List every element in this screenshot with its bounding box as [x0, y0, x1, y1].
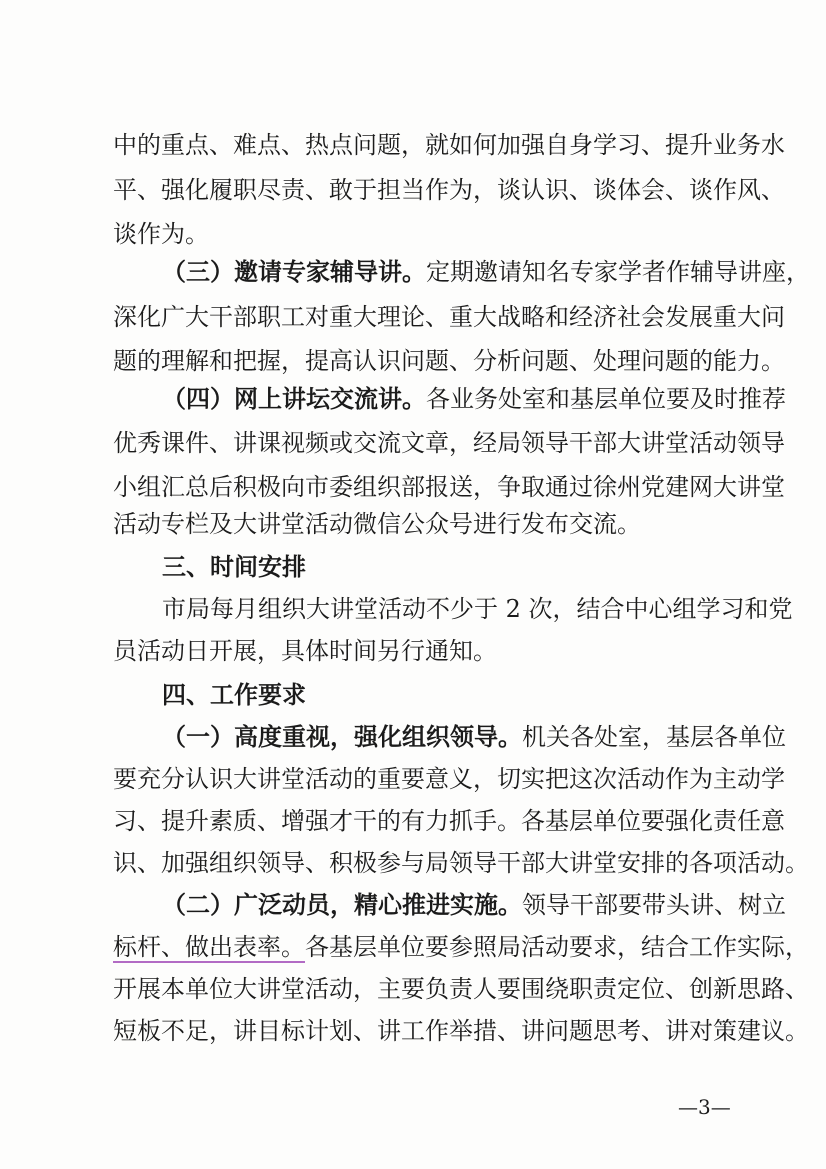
- section-lead-one: （一）高度重视，强化组织领导。: [162, 722, 522, 751]
- paragraph-line: 要充分认识大讲堂活动的重要意义，切实把这次活动作为主动学: [113, 765, 785, 793]
- paragraph-text: 领导干部要带头讲、树立: [522, 891, 786, 919]
- paragraph-line: 短板不足，讲目标计划、讲工作举措、讲问题思考、讲对策建议。: [113, 1017, 809, 1045]
- page-number: —3—: [678, 1095, 731, 1119]
- paragraph-line: 平、强化履职尽责、敢于担当作为，谈认识、谈体会、谈作风、: [113, 176, 785, 204]
- pen-underlined-text: 标杆、做出表率。: [113, 933, 305, 961]
- paragraph-line: 深化广大干部职工对重大理论、重大战略和经济社会发展重大问: [113, 303, 785, 331]
- paragraph-line: 小组汇总后积极向市委组织部报送，争取通过徐州党建网大讲堂: [113, 473, 785, 501]
- paragraph-line: 活动专栏及大讲堂活动微信公众号进行发布交流。: [113, 510, 641, 538]
- section-lead-two: （二）广泛动员，精心推进实施。: [162, 890, 522, 919]
- paragraph-text: 机关各处室，基层各单位: [522, 723, 786, 751]
- heading-work-requirements: 四、工作要求: [162, 680, 306, 709]
- paragraph-line: 习、提升素质、增强才干的有力抓手。各基层单位要强化责任意: [113, 807, 785, 835]
- paragraph-first-line: [162, 253, 810, 291]
- section-lead-four: （四）网上讲坛交流讲。: [162, 384, 426, 413]
- heading-time-arrangement: 三、时间安排: [162, 552, 306, 581]
- paragraph-line: 中的重点、难点、热点问题，就如何加强自身学习、提升业务水: [113, 131, 785, 159]
- paragraph-first-line: [162, 886, 786, 924]
- paragraph-text: 各业务处室和基层单位要及时推荐: [426, 385, 786, 413]
- paragraph-line: 市局每月组织大讲堂活动不少于 2 次，结合中心组学习和党: [162, 595, 793, 623]
- paragraph-first-line: [162, 718, 786, 756]
- paragraph-line: 员活动日开展，具体时间另行通知。: [113, 637, 497, 665]
- paragraph-text: 各基层单位要参照局活动要求，结合工作实际，: [305, 933, 809, 961]
- paragraph-line: 优秀课件、讲课视频或交流文章，经局领导干部大讲堂活动领导: [113, 429, 785, 457]
- paragraph-line: 谈作为。: [113, 220, 209, 248]
- section-lead-three: （三）邀请专家辅导讲。: [162, 257, 426, 286]
- paragraph-first-line: [162, 380, 786, 418]
- paragraph-line: [113, 928, 809, 966]
- paragraph-text: 定期邀请知名专家学者作辅导讲座，: [426, 258, 810, 286]
- paragraph-line: 识、加强组织领导、积极参与局领导干部大讲堂安排的各项活动。: [113, 849, 809, 877]
- paragraph-line: 题的理解和把握，提高认识问题、分析问题、处理问题的能力。: [113, 347, 785, 375]
- paragraph-line: 开展本单位大讲堂活动，主要负责人要围绕职责定位、创新思路、: [113, 975, 809, 1003]
